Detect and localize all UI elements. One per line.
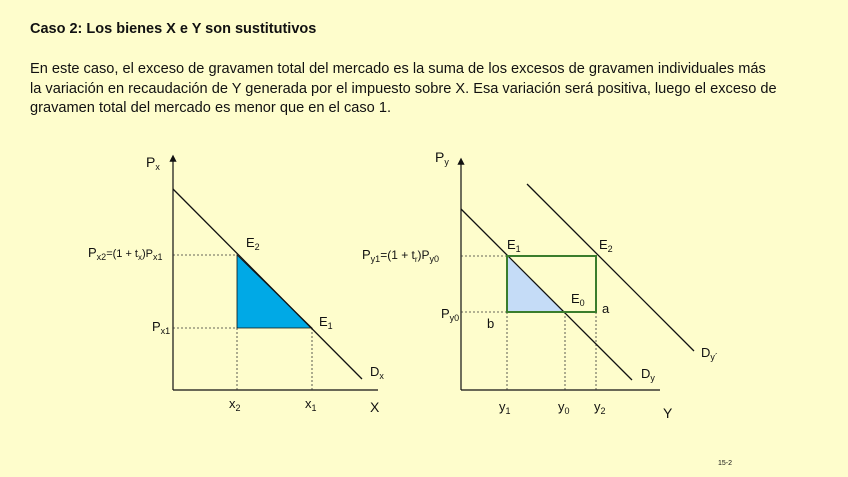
y-qty-y1-label: $y_1$	[499, 399, 511, 416]
y-price-high-label: $P_{y1}=(1 + t_r)P_{y0}$	[362, 247, 440, 264]
x-axis-quantity-label: X	[370, 399, 380, 415]
slide-number: 15-2	[718, 460, 733, 467]
y-shifted-demand-label: $D_{y´}$	[701, 345, 718, 362]
y-label-a: a	[602, 301, 610, 316]
x-point-e1-label: $E_1$	[319, 314, 333, 331]
x-price-high-label: $P_{x2}^{=(1 + t}_x^{)P}_{x1}$	[88, 245, 163, 262]
y-label-b: b	[487, 316, 495, 331]
y-point-e1-label: $E_1$	[507, 237, 521, 254]
x-demand-curve	[173, 189, 362, 379]
y-price-low-label: $P_{y0}$	[441, 306, 460, 323]
y-demand-label: $D_y$	[641, 366, 655, 383]
y-qty-y0-label: $y_0$	[558, 399, 570, 416]
y-axis-price-label: $P_y$	[435, 149, 449, 167]
diagram-y	[362, 149, 718, 421]
x-demand-label: $D_x$	[370, 364, 384, 381]
x-axis-price-label: $P_x$	[146, 154, 160, 172]
x-qty-x1-label: $x_1$	[305, 396, 317, 413]
paragraph-line-1: En este caso, el exceso de gravamen total del mercado es la suma de los excesos de gravamen individuales más	[30, 61, 766, 77]
paragraph-line-2: la variación en recaudación de Y generada por el impuesto sobre X. Esa variación será positiva, luego el exceso de	[30, 80, 777, 97]
x-price-low-label: $P_{x1}$	[152, 319, 171, 336]
y-demand-curve	[461, 209, 632, 380]
y-axis-quantity-label: Y	[663, 405, 673, 421]
paragraph-line-3: gravamen total del mercado es menor que en el caso 1.	[30, 100, 391, 116]
y-point-e0-label: $E_0$	[571, 291, 585, 308]
y-qty-y2-label: $y_2$	[594, 399, 606, 416]
x-qty-x2-label: $x_2$	[229, 396, 241, 413]
diagram-x	[88, 154, 384, 415]
slide-title: Caso 2: Los bienes X e Y son sustitutivos	[30, 21, 317, 37]
x-point-e2-label: $E_2$	[246, 235, 260, 252]
y-shifted-demand-curve	[527, 184, 694, 351]
y-point-e2-label: $E_2$	[599, 237, 613, 254]
